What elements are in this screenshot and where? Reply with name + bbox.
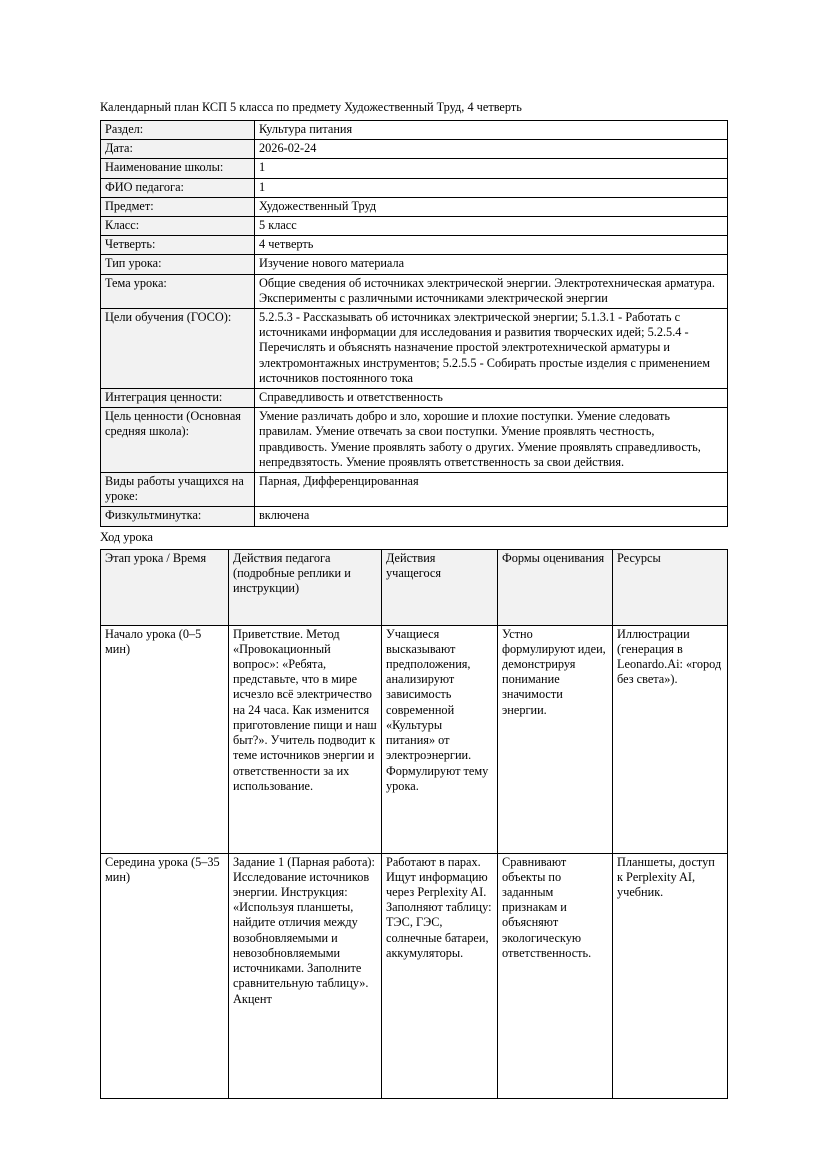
column-header-teacher-actions: Действия педагога (подробные реплики и инструкции) <box>229 549 382 625</box>
info-value: 2026-02-24 <box>255 140 728 159</box>
info-value: Художественный Труд <box>255 197 728 216</box>
info-value: 5.2.5.3 - Рассказывать об источниках электрической энергии; 5.1.3.1 - Работать с источниками информации для исследования и развития творческих идей; 5.2.5.4 - Перечислять и объяснять назначение простой электротехнической арматуры и электромонтажных инструментов; 5.2.5.5 - Собирать простые изделия с применением источников постоянного тока <box>255 309 728 389</box>
info-value: Изучение нового материала <box>255 255 728 274</box>
info-label: Физкультминутка: <box>101 507 255 526</box>
info-value: Парная, Дифференцированная <box>255 473 728 507</box>
info-label: Наименование школы: <box>101 159 255 178</box>
cell-student-actions: Работают в парах. Ищут информацию через Perplexity AI. Заполняют таблицу: ТЭС, ГЭС, солнечные батареи, аккумуляторы. <box>382 853 498 1098</box>
cell-assessment: Устно формулируют идеи, демонстрируя понимание значимости энергии. <box>498 625 613 853</box>
lesson-flow-table <box>100 549 728 1099</box>
table-row <box>101 274 728 308</box>
info-label: Цель ценности (Основная средняя школа): <box>101 408 255 473</box>
table-row <box>101 389 728 408</box>
table-row <box>101 255 728 274</box>
table-row <box>101 507 728 526</box>
table-header-row <box>101 549 728 625</box>
info-label: ФИО педагога: <box>101 178 255 197</box>
info-label: Цели обучения (ГОСО): <box>101 309 255 389</box>
cell-resources: Планшеты, доступ к Perplexity AI, учебник. <box>613 853 728 1098</box>
info-label: Виды работы учащихся на уроке: <box>101 473 255 507</box>
table-row <box>101 140 728 159</box>
info-value: включена <box>255 507 728 526</box>
table-row <box>101 178 728 197</box>
info-value: Культура питания <box>255 121 728 140</box>
table-row <box>101 473 728 507</box>
info-value: Общие сведения об источниках электрической энергии. Электротехническая арматура. Эксперименты с различными источниками электрической энергии <box>255 274 728 308</box>
cell-student-actions: Учащиеся высказывают предположения, анализируют зависимость современной «Культуры питания» от электроэнергии. Формулируют тему урока. <box>382 625 498 853</box>
cell-teacher-actions: Приветствие. Метод «Провокационный вопрос»: «Ребята, представьте, что в мире исчезло всё электричество на 24 часа. Как изменится приготовление пищи и наш быт?». Учитель подводит к теме источников энергии и ответственности за их использование. <box>229 625 382 853</box>
column-header-student-actions: Действия учащегося <box>382 549 498 625</box>
table-row <box>101 121 728 140</box>
lesson-flow-body <box>101 625 728 1098</box>
lesson-info-table <box>100 120 728 527</box>
info-value: 1 <box>255 159 728 178</box>
cell-stage: Начало урока (0–5 мин) <box>101 625 229 853</box>
info-label: Раздел: <box>101 121 255 140</box>
lesson-flow-caption: Ход урока <box>100 529 153 544</box>
page-title: Календарный план КСП 5 класса по предмету Художественный Труд, 4 четверть <box>100 100 522 114</box>
cell-stage: Середина урока (5–35 мин) <box>101 853 229 1098</box>
lesson-flow-header <box>101 549 728 625</box>
table-row <box>101 197 728 216</box>
info-label: Предмет: <box>101 197 255 216</box>
info-label: Класс: <box>101 217 255 236</box>
info-value: 5 класс <box>255 217 728 236</box>
lesson-info-body <box>101 121 728 527</box>
cell-assessment: Сравнивают объекты по заданным признакам и объясняют экологическую ответственность. <box>498 853 613 1098</box>
info-label: Четверть: <box>101 236 255 255</box>
table-row <box>101 408 728 473</box>
table-row <box>101 236 728 255</box>
info-value: Умение различать добро и зло, хорошие и плохие поступки. Умение следовать правилам. Умение отвечать за свои поступки. Умение проявлять честность, правдивость. Умение проявлять заботу о других. Умение проявлять справедливость, непредвзятость. Умение проявлять ответственность за свои действия. <box>255 408 728 473</box>
cell-teacher-actions: Задание 1 (Парная работа): Исследование источников энергии. Инструкция: «Используя планшеты, найдите отличия между возобновляемыми и невозобновляемыми источниками. Заполните сравнительную таблицу». Акцент <box>229 853 382 1098</box>
column-header-assessment: Формы оценивания <box>498 549 613 625</box>
table-row <box>101 625 728 853</box>
table-row <box>101 217 728 236</box>
table-row <box>101 309 728 389</box>
table-row <box>101 853 728 1098</box>
info-value: 4 четверть <box>255 236 728 255</box>
column-header-stage: Этап урока / Время <box>101 549 229 625</box>
info-label: Интеграция ценности: <box>101 389 255 408</box>
info-label: Дата: <box>101 140 255 159</box>
cell-resources: Иллюстрации (генерация в Leonardo.Ai: «город без света»). <box>613 625 728 853</box>
info-value: Справедливость и ответственность <box>255 389 728 408</box>
info-label: Тема урока: <box>101 274 255 308</box>
table-row <box>101 159 728 178</box>
info-value: 1 <box>255 178 728 197</box>
column-header-resources: Ресурсы <box>613 549 728 625</box>
info-label: Тип урока: <box>101 255 255 274</box>
